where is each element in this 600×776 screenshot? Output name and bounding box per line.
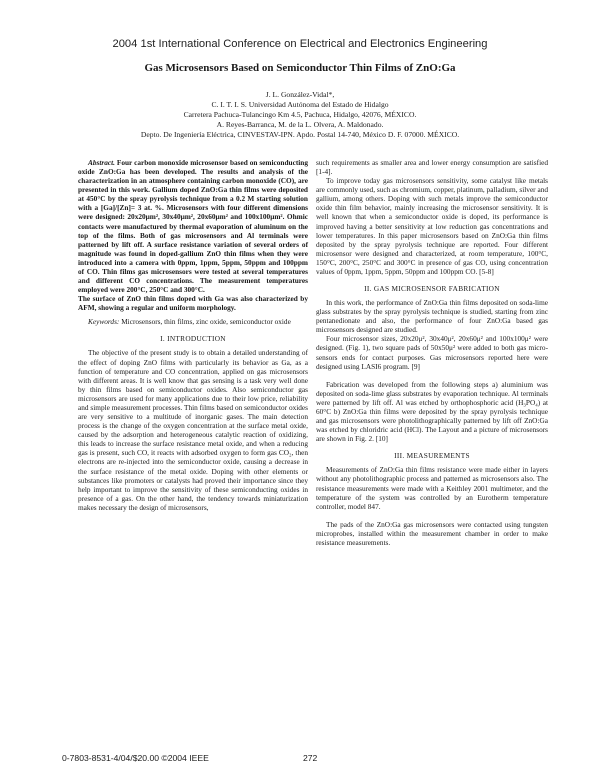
- abstract: [78, 158, 308, 294]
- abstract-text: Four carbon monoxide microsensor based on semiconducting oxide ZnO:Ga has been developed. The results and analysis of the characterization in an atmosphere containing carbon monoxide (CO), are presented in this work. Gallium doped ZnO:Ga thin films were deposited at 450°C by the spray pyrolysis technique from a 0.2 M starting solution with a [Ga]/[Zn]= 3 at. %. Microsensors with four different dimensions were designed: 20x20μm², 30x40μm², 20x60μm² and 100x100μm². Ohmic contacts were manufactured by thermal evaporation of aluminum on the top of the films. Both of gas microsensors and Al terminals were patterned by lift off. A surface resistance variation of several orders of magnitude was found in doped-gallium ZnO thin films when they were introduced into a camera with 0ppm, 1ppm, 5ppm, 50ppm and 100ppm of CO. Thin films gas microsensors were tested at several temperatures and different CO concentrations. The measurement temperatures employed were 200°C, 250°C and 300°C.: [78, 158, 308, 295]
- page-number: 272: [303, 753, 318, 763]
- author-line-1: J. L. González-Vidal*,: [265, 90, 335, 99]
- author-line-2: C. I. T. I. S. Universidad Autónoma del Estado de Hidalgo: [211, 100, 389, 109]
- paragraph-sizes: Four microsensor sizes, 20x20μ², 30x40μ², 20x60μ² and 100x100μ² were designed. (Fig. 1), two square pads of 50x50μ² were added to both gas micro-sensors ends for contact purposes. Gas microsensors reported here were designed using LASI6 program. [9]: [316, 334, 548, 371]
- paper-title: Gas Microsensors Based on Semiconductor Thin Films of ZnO:Ga: [144, 62, 456, 74]
- paragraph-catalysts: To improve today gas microsensors sensitivity, some catalyst like metals are commonly used, such as chromium, copper, platinum, palladium, silver and gallium, among others. Doping with such metals improve the semiconductor oxide thin film behavior, mainly increasing the microsensor sensitivity. It is well known that when a semiconductor oxide is doped, its performance is improved having a better sensitivity at low reduction gas concentrations and lower temperatures. In this paper microsensors based on ZnO:Ga thin films deposited by the spray pyrolysis technique are reported. Four different microsensor were designed and characterized, at room temperature, 100°C, 150°C, 200°C, 250°C and 300°C in presence of gas CO, using concentration values of 0ppm, 1ppm, 5ppm, 50ppm and 100ppm CO. [5-8]: [316, 176, 548, 276]
- paragraph-pads: The pads of the ZnO:Ga gas microsensors were contacted using tungsten microprobes, installed within the measurement chamber in order to make resistance measurements.: [316, 519, 548, 547]
- paragraph-fabrication-steps: Fabrication was developed from the following steps a) aluminium was deposited on soda-lime glass substrates by evaporation technique. Al terminals were patterned by lift off. Al was etched by orthophosphoric acid (H₃PO₄) at 60°C b) ZnO:Ga thin films were deposited by the spray pyrolysis technique and gas microsensors were photolithographically patterned by lift off ZnO:Ga was etched by chloridric acid (HCl). The Layout and a picture of microsensors are shown in Fig. 2. [10]: [316, 379, 548, 444]
- keywords-label: Keywords:: [88, 317, 120, 327]
- author-line-5: Depto. De Ingeniería Eléctrica, CINVESTAV-IPN. Apdo. Postal 14-740, México D. F. 07000. MÉXICO.: [140, 130, 460, 139]
- paragraph-continued: such requirements as smaller area and lower energy consumption are satisfied [1-4].: [316, 158, 548, 177]
- keywords: [78, 317, 308, 326]
- author-line-4: A. Reyes-Barranca, M. de la L. Olvera, A. Maldonado.: [216, 120, 384, 129]
- conference-header: 2004 1st International Conference on Electrical and Electronics Engineering: [112, 38, 488, 50]
- paragraph-performance: In this work, the performance of ZnO:Ga thin films deposited on soda-lime glass substrates by the spray pyrolysis technique is studied, starting from zinc pentanedionate and also, the performance of four ZnO:Ga based gas microsensors designed are studied.: [316, 298, 548, 335]
- keywords-text: Microsensors, thin films, zinc oxide, semiconductor oxide: [121, 317, 291, 327]
- paragraph-measurements: Measurements of ZnO:Ga thin films resistance were made either in layers without any photolithographic process and patterned as microsensors also. The resistance measurements were made with a Keithley 2001 multimeter, and the temperature of the system was controlled by an Eurotherm temperature controller, model 847.: [316, 465, 548, 511]
- section-heading-introduction: I. INTRODUCTION: [160, 334, 226, 344]
- author-line-3: Carretera Pachuca-Tulancingo Km 4.5, Pachuca, Hidalgo, 42076, MÉXICO.: [183, 110, 417, 119]
- copyright-code: 0-7803-8531-4/04/$20.00 ©2004 IEEE: [62, 753, 209, 763]
- intro-paragraph: The objective of the present study is to obtain a detailed understanding of the effect of doping ZnO films with particularly its behavior as Ga, as a function of temperature and CO concentration, applied on gas microsensors with different areas. It is well know that gas sensing is a task very well done by thin films based on semiconductor oxides. Also semiconductor gas microsensors are used for many applications due to their low price, reliability and simple measurement processes. Thin films based on semiconductor oxides are very sensitive to a multitude of inorganic gases. The main detection process is the change of the oxygen concentration at the surface metal oxide, caused by the adsorption and heterogeneous catalytic reaction of oxidizing, this leads to increase the surface resistance metal oxide, and when a reducing gas is present, such CO, it reacts with adsorbed oxygen to form gas CO₂, then electrons are re-injected into the semiconductor oxide, causing a decrease in the surface resistance of the metal oxide. Doping with other elements or substances like promoters or catalysts had proved their importance since they help important to improve the sensitivity of these semiconducting oxides in presence of a gas. On the other hand, the tendency towards miniaturization makes necessary the design of microsensors,: [78, 348, 308, 512]
- left-column: [78, 158, 308, 512]
- section-heading-fabrication: II. GAS MICROSENSOR FABRICATION: [364, 284, 500, 294]
- abstract-continued: The surface of ZnO thin films doped with Ga was also characterized by AFM, showing a regular and uniform morphology.: [78, 294, 308, 313]
- author-block: [0, 90, 600, 140]
- section-heading-measurements: III. MEASUREMENTS: [394, 451, 470, 461]
- abstract-label: Abstract.: [88, 158, 115, 167]
- right-column: [316, 158, 548, 547]
